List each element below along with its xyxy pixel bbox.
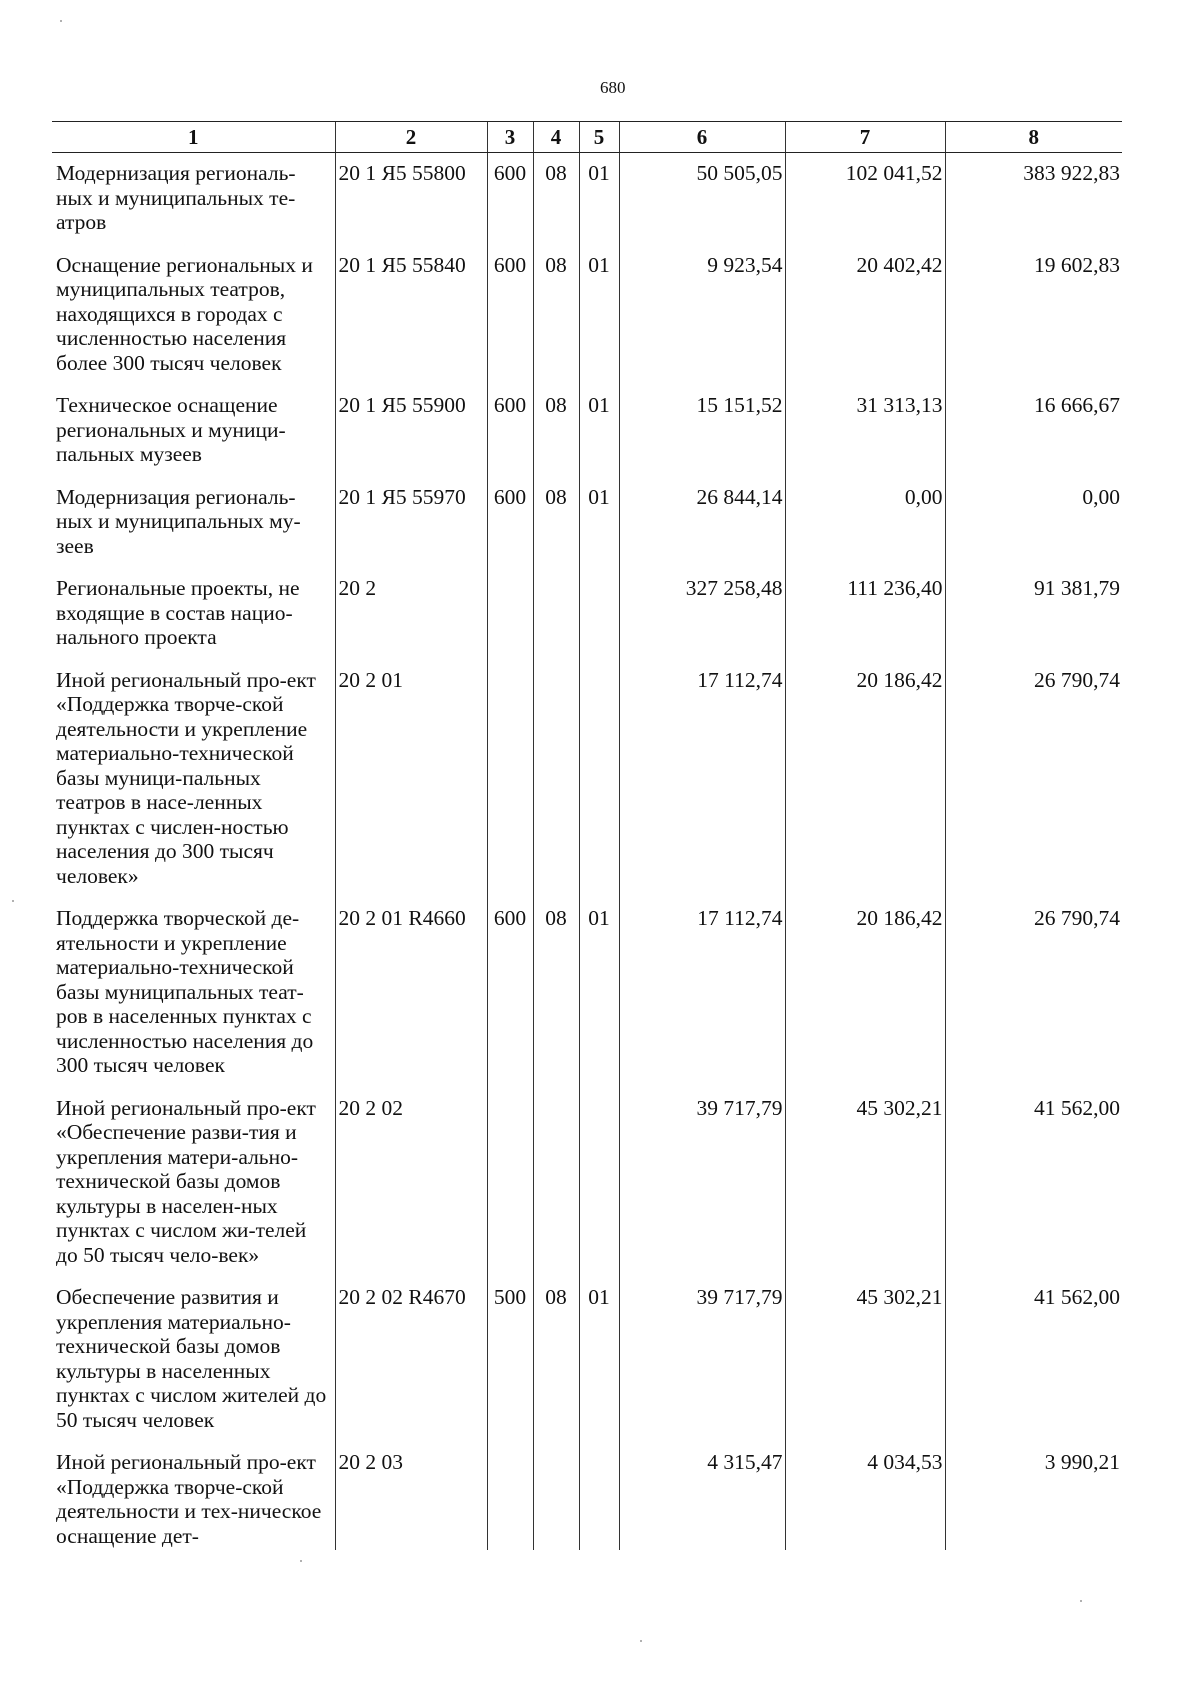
row-col3 (487, 1442, 533, 1550)
row-code: 20 2 03 (335, 1442, 487, 1550)
row-name: Поддержка творческой де-ятельности и укрепление материально-технической базы муниципальных теат-ров в населенных пунктах с численностью населения до 300 тысяч человек (56, 906, 314, 1077)
row-name: Региональные проекты, не входящие в состав нацио-нального проекта (56, 576, 300, 649)
column-header-5: 5 (579, 122, 619, 153)
row-col3: 600 (487, 153, 533, 245)
row-col6: 9 923,54 (619, 245, 785, 386)
column-header-2: 2 (335, 122, 487, 153)
row-code: 20 2 (335, 568, 487, 660)
row-col5 (579, 568, 619, 660)
row-name: Обеспечение развития и укрепления материально-технической базы домов культуры в населенных пунктах с числом жителей до 50 тысяч человек (56, 1285, 327, 1432)
row-col8: 26 790,74 (945, 898, 1122, 1088)
row-name: Модернизация региональ-ных и муниципальных му-зеев (56, 484, 301, 558)
row-col4: 08 (533, 153, 579, 245)
row-col3: 500 (487, 1277, 533, 1442)
row-code: 20 2 02 R4670 (335, 1277, 487, 1442)
row-col7: 20 186,42 (785, 660, 945, 899)
scan-speck (60, 20, 62, 22)
row-col7: 0,00 (785, 477, 945, 569)
row-col8: 3 990,21 (945, 1442, 1122, 1550)
row-col3: 600 (487, 385, 533, 477)
scan-speck (12, 900, 14, 902)
row-col7: 31 313,13 (785, 385, 945, 477)
row-col5: 01 (579, 898, 619, 1088)
page-number: 680 (600, 78, 626, 97)
row-code: 20 1 Я5 55840 (335, 245, 487, 386)
row-col6: 15 151,52 (619, 385, 785, 477)
row-col6: 17 112,74 (619, 898, 785, 1088)
row-col7: 45 302,21 (785, 1277, 945, 1442)
row-code: 20 1 Я5 55970 (335, 477, 487, 569)
row-col6: 4 315,47 (619, 1442, 785, 1550)
row-col6: 26 844,14 (619, 477, 785, 569)
column-header-8: 8 (945, 122, 1122, 153)
row-col4: 08 (533, 1277, 579, 1442)
row-col5: 01 (579, 153, 619, 245)
table-row (52, 568, 1122, 660)
table-row (52, 153, 1122, 245)
table-row (52, 385, 1122, 477)
row-col8: 26 790,74 (945, 660, 1122, 899)
row-col7: 45 302,21 (785, 1088, 945, 1278)
row-code: 20 1 Я5 55900 (335, 385, 487, 477)
row-col6: 17 112,74 (619, 660, 785, 899)
row-col8: 41 562,00 (945, 1277, 1122, 1442)
row-col7: 4 034,53 (785, 1442, 945, 1550)
table-row (52, 1088, 1122, 1278)
row-col5 (579, 1088, 619, 1278)
row-name: Модернизация региональ-ных и муниципальных те-атров (56, 161, 296, 234)
row-name: Иной региональный про-ект «Поддержка творче-ской деятельности и тех-ническое оснащение дет- (56, 1450, 322, 1548)
row-col5: 01 (579, 385, 619, 477)
table-row (52, 898, 1122, 1088)
row-col5 (579, 660, 619, 899)
row-col4: 08 (533, 245, 579, 386)
row-col6: 39 717,79 (619, 1088, 785, 1278)
column-header-1: 1 (52, 122, 335, 153)
row-col7: 20 402,42 (785, 245, 945, 386)
column-header-3: 3 (487, 122, 533, 153)
row-col6: 50 505,05 (619, 153, 785, 245)
row-col5: 01 (579, 245, 619, 386)
row-code: 20 1 Я5 55800 (335, 153, 487, 245)
row-col7: 111 236,40 (785, 568, 945, 660)
column-header-7: 7 (785, 122, 945, 153)
table-row (52, 477, 1122, 569)
table-row (52, 1277, 1122, 1442)
row-col8: 19 602,83 (945, 245, 1122, 386)
row-col7: 102 041,52 (785, 153, 945, 245)
row-col3: 600 (487, 898, 533, 1088)
scan-speck (300, 1560, 302, 1562)
row-col3 (487, 660, 533, 899)
row-col8: 41 562,00 (945, 1088, 1122, 1278)
row-col6: 39 717,79 (619, 1277, 785, 1442)
row-code: 20 2 02 (335, 1088, 487, 1278)
row-col5: 01 (579, 477, 619, 569)
row-col8: 0,00 (945, 477, 1122, 569)
row-col8: 383 922,83 (945, 153, 1122, 245)
column-header-6: 6 (619, 122, 785, 153)
row-col3: 600 (487, 477, 533, 569)
row-col7: 20 186,42 (785, 898, 945, 1088)
row-col6: 327 258,48 (619, 568, 785, 660)
table-row (52, 1442, 1122, 1550)
column-header-4: 4 (533, 122, 579, 153)
row-col3 (487, 568, 533, 660)
row-col4 (533, 1442, 579, 1550)
row-name: Оснащение региональных и муниципальных театров, находящихся в городах с численностью населения более 300 тысяч человек (56, 252, 313, 375)
row-name: Иной региональный про-ект «Поддержка творче-ской деятельности и укрепление материально-технической базы муници-пальных театров в насе-ленных пунктах с числен-ностью населения до 300 тысяч человек» (56, 667, 316, 888)
row-col4 (533, 660, 579, 899)
row-col8: 16 666,67 (945, 385, 1122, 477)
row-col4: 08 (533, 477, 579, 569)
row-code: 20 2 01 (335, 660, 487, 899)
row-col4: 08 (533, 385, 579, 477)
row-col5: 01 (579, 1277, 619, 1442)
row-col4 (533, 1088, 579, 1278)
row-col3 (487, 1088, 533, 1278)
row-col5 (579, 1442, 619, 1550)
row-col4: 08 (533, 898, 579, 1088)
row-name: Техническое оснащение региональных и муници-пальных музеев (56, 393, 286, 466)
row-col8: 91 381,79 (945, 568, 1122, 660)
budget-table (52, 121, 1122, 1550)
row-col4 (533, 568, 579, 660)
header-row (52, 122, 1122, 153)
row-code: 20 2 01 R4660 (335, 898, 487, 1088)
row-name: Иной региональный про-ект «Обеспечение разви-тия и укрепления матери-ально-технической базы домов культуры в населен-ных пунктах с числом жи-телей до 50 тысяч чело-век» (56, 1095, 316, 1267)
scan-speck (1080, 1600, 1082, 1602)
scan-speck (640, 1640, 642, 1642)
row-col3: 600 (487, 245, 533, 386)
table-row (52, 245, 1122, 386)
table-row (52, 660, 1122, 899)
